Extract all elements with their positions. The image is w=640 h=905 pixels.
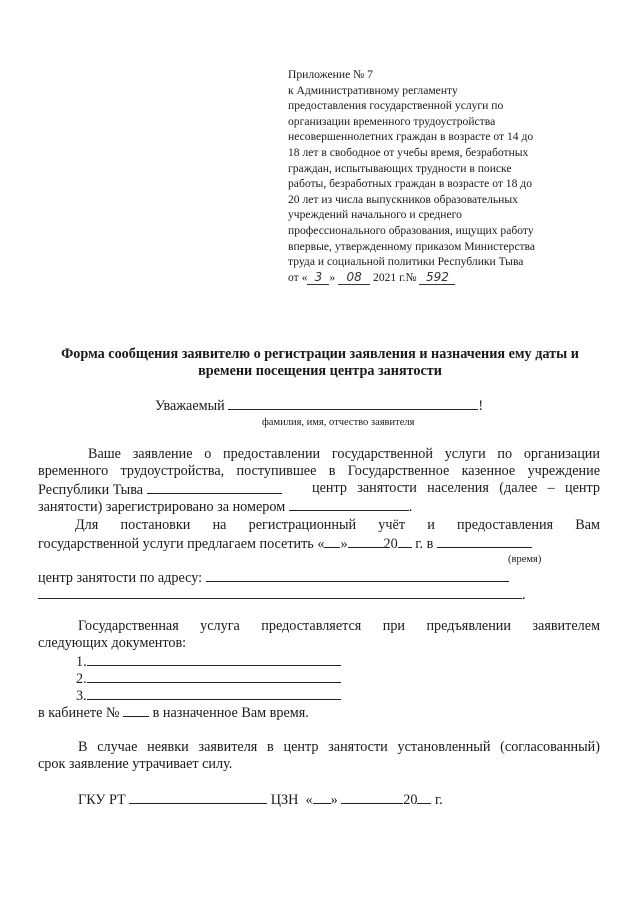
para2-line-2 — [38, 534, 532, 553]
document-field-1[interactable] — [87, 652, 341, 666]
appendix-line: организации временного трудоустройства — [288, 114, 496, 128]
visit-label: государственной услуги предлагаем посетить « — [38, 536, 325, 552]
handwritten-day: 3 — [307, 271, 329, 285]
czn-label: ЦЗН — [270, 792, 299, 808]
cabinet-number-field[interactable] — [123, 703, 149, 717]
visit-year-field[interactable] — [398, 534, 412, 548]
period: . — [522, 587, 526, 603]
date-mid: » — [329, 270, 336, 284]
sign-day-field[interactable] — [313, 790, 331, 804]
sign-month-field[interactable] — [341, 790, 403, 804]
gku-label: ГКУ РТ — [78, 792, 126, 808]
item-number: 1. — [76, 654, 87, 670]
title-line-2: времени посещения центра занятости — [198, 363, 442, 379]
cabinet-label: в кабинете № — [38, 705, 120, 721]
visit-time-field[interactable] — [437, 534, 532, 548]
document-field-3[interactable] — [87, 686, 341, 700]
quote-close: » — [340, 536, 348, 552]
appendix-line: работы, безработных граждан в возрасте от 18 до — [288, 177, 532, 191]
region-label: Республики Тыва — [38, 482, 144, 498]
para1-line-1: Ваше заявление о предоставлении государственной услуги по организации — [88, 446, 600, 462]
appendix-line: учреждений начального и среднего — [288, 208, 462, 222]
signature-line — [78, 790, 443, 809]
district-field[interactable] — [147, 480, 282, 494]
address-field-2[interactable] — [38, 585, 522, 599]
appendix-date-line — [288, 270, 588, 286]
para2-line-1: Для постановки на регистрационный учёт и предоставления Вам — [75, 517, 600, 533]
cabinet-line — [38, 703, 309, 722]
appendix-line: несовершеннолетних граждан в возрасте от 14 до — [288, 130, 534, 144]
quote-close: » — [330, 792, 338, 808]
para1-line-3b: центр занятости населения (далее – центр — [312, 480, 600, 496]
appendix-line: к Административному регламенту — [288, 83, 458, 97]
para2-line-4 — [38, 585, 526, 604]
form-title — [40, 346, 600, 380]
appendix-line: 18 лет в свободное от учебы время, безработных — [288, 145, 529, 159]
handwritten-month: 08 — [338, 271, 370, 285]
appendix-header — [288, 67, 588, 285]
sign-year-field[interactable] — [417, 790, 431, 804]
para1-line-4 — [38, 497, 412, 516]
appendix-line: труда и социальной политики Республики Тыва — [288, 255, 524, 269]
para4-line-2: срок заявление утрачивает силу. — [38, 756, 233, 772]
registration-number-field[interactable] — [289, 497, 409, 511]
date-year: 2021 г.№ — [373, 270, 417, 284]
para3-line-1: Государственная услуга предоставляется при предъявлении заявителем — [78, 618, 600, 634]
para4-line-1: В случае неявки заявителя в центр занятости установленный (согласованный) — [78, 739, 600, 755]
period: . — [408, 499, 413, 515]
quote-open: « — [305, 792, 313, 808]
appendix-line: 20 лет из числа выпускников образовательных — [288, 192, 518, 206]
appendix-line: впервые, утвержденному приказом Министерства — [288, 239, 536, 253]
registered-label: занятости) зарегистрировано за номером — [38, 499, 286, 515]
document-field-2[interactable] — [87, 669, 341, 683]
handwritten-order-number: 592 — [419, 271, 455, 285]
appendix-line: предоставления государственной услуги по — [288, 99, 504, 113]
greeting-end: ! — [478, 398, 484, 414]
item-number: 3. — [76, 688, 87, 704]
address-field[interactable] — [206, 568, 509, 582]
item-number: 2. — [76, 671, 87, 687]
visit-month-field[interactable] — [348, 534, 384, 548]
date-prefix: от « — [288, 270, 308, 284]
applicant-name-field[interactable] — [228, 396, 478, 410]
year-suffix: г. — [434, 792, 443, 808]
greeting-line — [155, 396, 483, 415]
greeting-caption: фамилия, имя, отчество заявителя — [262, 417, 415, 428]
year-prefix: 20 — [383, 536, 398, 552]
para3-line-2: следующих документов: — [38, 635, 187, 651]
address-label: центр занятости по адресу: — [38, 570, 203, 586]
para1-line-2: временного трудоустройства, поступившее в Государственное казенное учреждение — [38, 463, 600, 479]
visit-day-field[interactable] — [324, 534, 340, 548]
greeting-label: Уважаемый — [155, 398, 225, 414]
appendix-line: граждан, испытывающих трудности в поиске — [288, 161, 512, 175]
time-prefix: г. в — [415, 536, 434, 552]
gku-field[interactable] — [129, 790, 267, 804]
appendix-line: Приложение № 7 — [288, 68, 373, 81]
title-line-1: Форма сообщения заявителю о регистрации заявления и назначения ему даты и — [61, 346, 579, 362]
year-prefix: 20 — [403, 792, 418, 808]
time-caption: (время) — [508, 554, 542, 565]
cabinet-time-text: в назначенное Вам время. — [152, 705, 309, 721]
appendix-line: профессионального образования, ищущих работу — [288, 223, 534, 237]
